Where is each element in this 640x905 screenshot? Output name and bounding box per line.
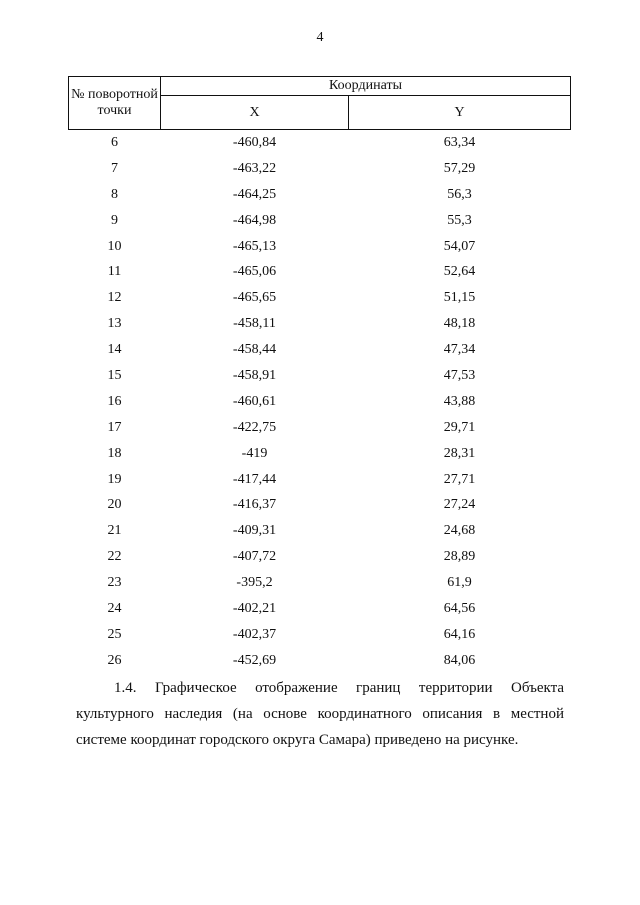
- y-coordinate-cell: 57,29: [443, 160, 476, 176]
- x-coordinate-cell: -464,98: [232, 212, 277, 228]
- y-coordinate-cell: 27,24: [443, 497, 476, 513]
- point-number-cell: 26: [107, 652, 122, 668]
- y-coordinate-cell: 84,06: [443, 652, 476, 668]
- y-coordinate-cell: 48,18: [443, 316, 476, 332]
- table-row: [69, 467, 571, 493]
- table-row: [69, 648, 571, 674]
- x-coordinate-cell: -465,65: [232, 290, 277, 306]
- table-row: [69, 570, 571, 596]
- table-row: [69, 130, 571, 156]
- y-coordinate-cell: 61,9: [447, 575, 472, 591]
- point-number-cell: 17: [107, 419, 122, 435]
- header-point-number: № поворотной точки: [69, 77, 161, 130]
- y-coordinate-cell: 28,89: [443, 549, 476, 565]
- point-number-cell: 11: [107, 264, 122, 280]
- table-row: [69, 311, 571, 337]
- header-x: X: [161, 96, 349, 130]
- x-coordinate-cell: -458,44: [232, 342, 277, 358]
- y-coordinate-cell: 27,71: [443, 471, 476, 487]
- table-row: [69, 234, 571, 260]
- point-number-cell: 13: [107, 316, 122, 332]
- x-coordinate-cell: -458,91: [232, 367, 277, 383]
- header-coordinates: Координаты: [161, 77, 571, 96]
- x-coordinate-cell: -458,11: [233, 316, 276, 332]
- x-coordinate-cell: -464,25: [232, 186, 277, 202]
- x-coordinate-cell: -460,84: [232, 134, 277, 150]
- x-coordinate-cell: -409,31: [232, 523, 277, 539]
- table-row: [69, 596, 571, 622]
- table-row: [69, 259, 571, 285]
- table-row: [69, 544, 571, 570]
- x-coordinate-cell: -460,61: [232, 393, 277, 409]
- point-number-cell: 6: [111, 134, 118, 150]
- point-number-cell: 21: [107, 523, 122, 539]
- y-coordinate-cell: 64,56: [443, 600, 476, 616]
- point-number-cell: 25: [107, 626, 122, 642]
- x-coordinate-cell: -419: [241, 445, 268, 461]
- x-coordinate-cell: -416,37: [232, 497, 277, 513]
- table-body: [69, 130, 571, 674]
- x-coordinate-cell: -417,44: [232, 471, 277, 487]
- x-coordinate-cell: -402,37: [232, 626, 277, 642]
- point-number-cell: 23: [107, 575, 122, 591]
- point-number-cell: 12: [107, 290, 122, 306]
- point-number-cell: 16: [107, 393, 122, 409]
- y-coordinate-cell: 24,68: [443, 523, 476, 539]
- y-coordinate-cell: 55,3: [447, 212, 472, 228]
- table-row: [69, 389, 571, 415]
- point-number-cell: 10: [107, 238, 122, 254]
- x-coordinate-cell: -465,13: [232, 238, 277, 254]
- point-number-cell: 20: [107, 497, 122, 513]
- y-coordinate-cell: 28,31: [443, 445, 476, 461]
- table-row: [69, 441, 571, 467]
- x-coordinate-cell: -452,69: [232, 652, 277, 668]
- body-paragraph: 1.4. Графическое отображение границ территории Объекта культурного наследия (на основе координатного описания в местной системе координат городского округа Самара) приведено на рисунке.: [76, 680, 564, 748]
- point-number-cell: 9: [111, 212, 118, 228]
- table-row: [69, 518, 571, 544]
- y-coordinate-cell: 51,15: [443, 290, 476, 306]
- table-row: [69, 182, 571, 208]
- x-coordinate-cell: -395,2: [236, 575, 273, 591]
- x-coordinate-cell: -407,72: [232, 549, 277, 565]
- y-coordinate-cell: 63,34: [443, 134, 476, 150]
- y-coordinate-cell: 64,16: [443, 626, 476, 642]
- y-coordinate-cell: 56,3: [447, 186, 472, 202]
- table-row: [69, 337, 571, 363]
- x-coordinate-cell: -402,21: [232, 600, 277, 616]
- y-coordinate-cell: 47,53: [443, 367, 476, 383]
- x-coordinate-cell: -465,06: [232, 264, 277, 280]
- table-row: [69, 363, 571, 389]
- table-row: [69, 285, 571, 311]
- table-row: [69, 156, 571, 182]
- table-row: [69, 208, 571, 234]
- point-number-cell: 8: [111, 186, 118, 202]
- point-number-cell: 19: [107, 471, 122, 487]
- table-row: [69, 622, 571, 648]
- table-row: [69, 415, 571, 441]
- y-coordinate-cell: 52,64: [443, 264, 476, 280]
- table-header: [69, 77, 571, 130]
- point-number-cell: 7: [111, 160, 118, 176]
- y-coordinate-cell: 47,34: [443, 342, 476, 358]
- point-number-cell: 22: [107, 549, 122, 565]
- table-row: [69, 492, 571, 518]
- x-coordinate-cell: -463,22: [232, 160, 277, 176]
- point-number-cell: 18: [107, 445, 122, 461]
- header-y: Y: [349, 96, 571, 130]
- y-coordinate-cell: 29,71: [443, 419, 476, 435]
- point-number-cell: 24: [107, 600, 122, 616]
- y-coordinate-cell: 54,07: [443, 238, 476, 254]
- point-number-cell: 15: [107, 367, 122, 383]
- x-coordinate-cell: -422,75: [232, 419, 277, 435]
- coordinates-table: [68, 76, 571, 674]
- point-number-cell: 14: [107, 342, 122, 358]
- page-number: 4: [316, 30, 324, 45]
- y-coordinate-cell: 43,88: [443, 393, 476, 409]
